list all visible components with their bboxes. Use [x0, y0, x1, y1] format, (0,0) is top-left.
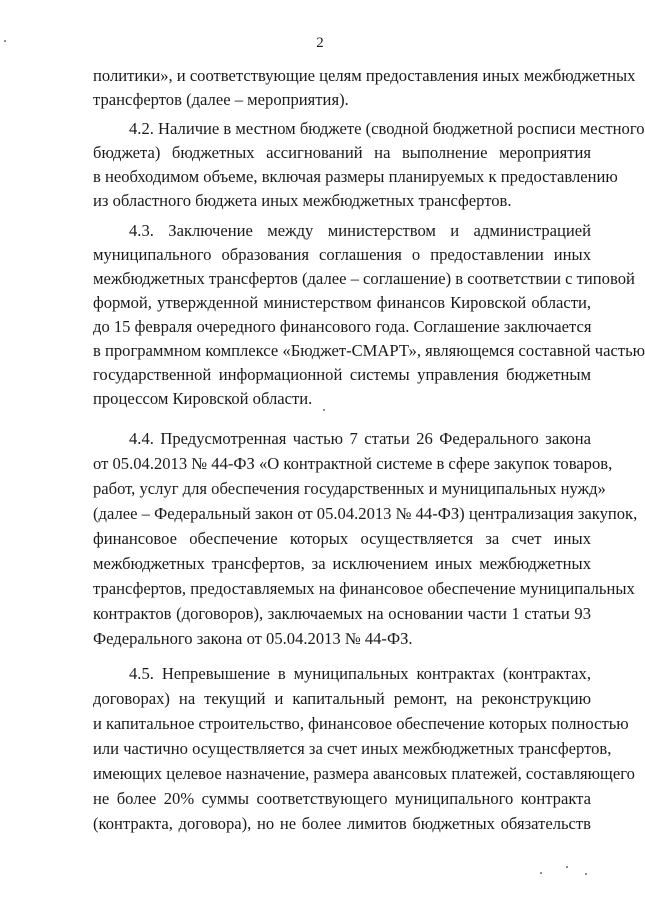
scan-speck [566, 866, 568, 868]
text-line: и капитальное строительство, финансовое обеспечение которых полностью [93, 714, 629, 733]
scan-speck [585, 873, 587, 875]
clause-4-5-first-line: 4.5. Непревышение в муниципальных контрактах (контрактах, [129, 664, 591, 683]
clause-4-4-first-line: 4.4. Предусмотренная частью 7 статьи 26 Федерального закона [129, 429, 591, 448]
text-line: процессом Кировской области. [93, 389, 313, 408]
text-line: трансфертов, предоставляемых на финансовое обеспечение муниципальных [93, 579, 635, 598]
text-line: от 05.04.2013 № 44-ФЗ «О контрактной системе в сфере закупок товаров, [93, 454, 613, 473]
text-line: формой, утвержденной министерством финансов Кировской области, [93, 293, 591, 312]
text-line: государственной информационной системы управления бюджетным [93, 365, 591, 384]
text-line: межбюджетных трансфертов (далее – соглашение) в соответствии с типовой [93, 269, 635, 288]
clause-4-3-first-line: 4.3. Заключение между министерством и администрацией [129, 221, 591, 240]
text-line: в программном комплексе «Бюджет-СМАРТ», являющемся составной частью [93, 341, 645, 360]
text-line: не более 20% суммы соответствующего муниципального контракта [93, 789, 591, 808]
clause-4-2-first-line: 4.2. Наличие в местном бюджете (сводной бюджетной росписи местного [129, 119, 645, 138]
page-number: 2 [316, 35, 324, 51]
text-line: договорах) на текущий и капитальный ремонт, на реконструкцию [93, 689, 591, 708]
text-line: бюджета) бюджетных ассигнований на выполнение мероприятия [93, 143, 591, 162]
text-line: (далее – Федеральный закон от 05.04.2013 № 44-ФЗ) централизация закупок, [93, 504, 638, 523]
scan-speck [540, 872, 542, 874]
text-line: (контракта, договора), но не более лимитов бюджетных обязательств [93, 814, 591, 833]
text-line: Федерального закона от 05.04.2013 № 44-ФЗ. [93, 629, 413, 648]
text-line: из областного бюджета иных межбюджетных трансфертов. [93, 191, 512, 210]
text-line: муниципального образования соглашения о предоставлении иных [93, 245, 591, 264]
text-line: в необходимом объеме, включая размеры планируемых к предоставлению [93, 167, 618, 186]
scan-speck [323, 409, 325, 411]
text-line: контрактов (договоров), заключаемых на основании части 1 статьи 93 [93, 604, 591, 623]
text-line: трансфертов (далее – мероприятия). [93, 90, 349, 109]
text-line: до 15 февраля очередного финансового года. Соглашение заключается [93, 317, 592, 336]
scan-speck [4, 40, 6, 42]
text-line: имеющих целевое назначение, размера авансовых платежей, составляющего [93, 764, 635, 783]
text-line: финансовое обеспечение которых осуществляется за счет иных [93, 529, 591, 548]
text-line: или частично осуществляется за счет иных межбюджетных трансфертов, [93, 739, 612, 758]
text-line: работ, услуг для обеспечения государственных и муниципальных нужд» [93, 479, 606, 498]
text-line: политики», и соответствующие целям предоставления иных межбюджетных [93, 66, 636, 85]
text-line: межбюджетных трансфертов, за исключением иных межбюджетных [93, 554, 591, 573]
